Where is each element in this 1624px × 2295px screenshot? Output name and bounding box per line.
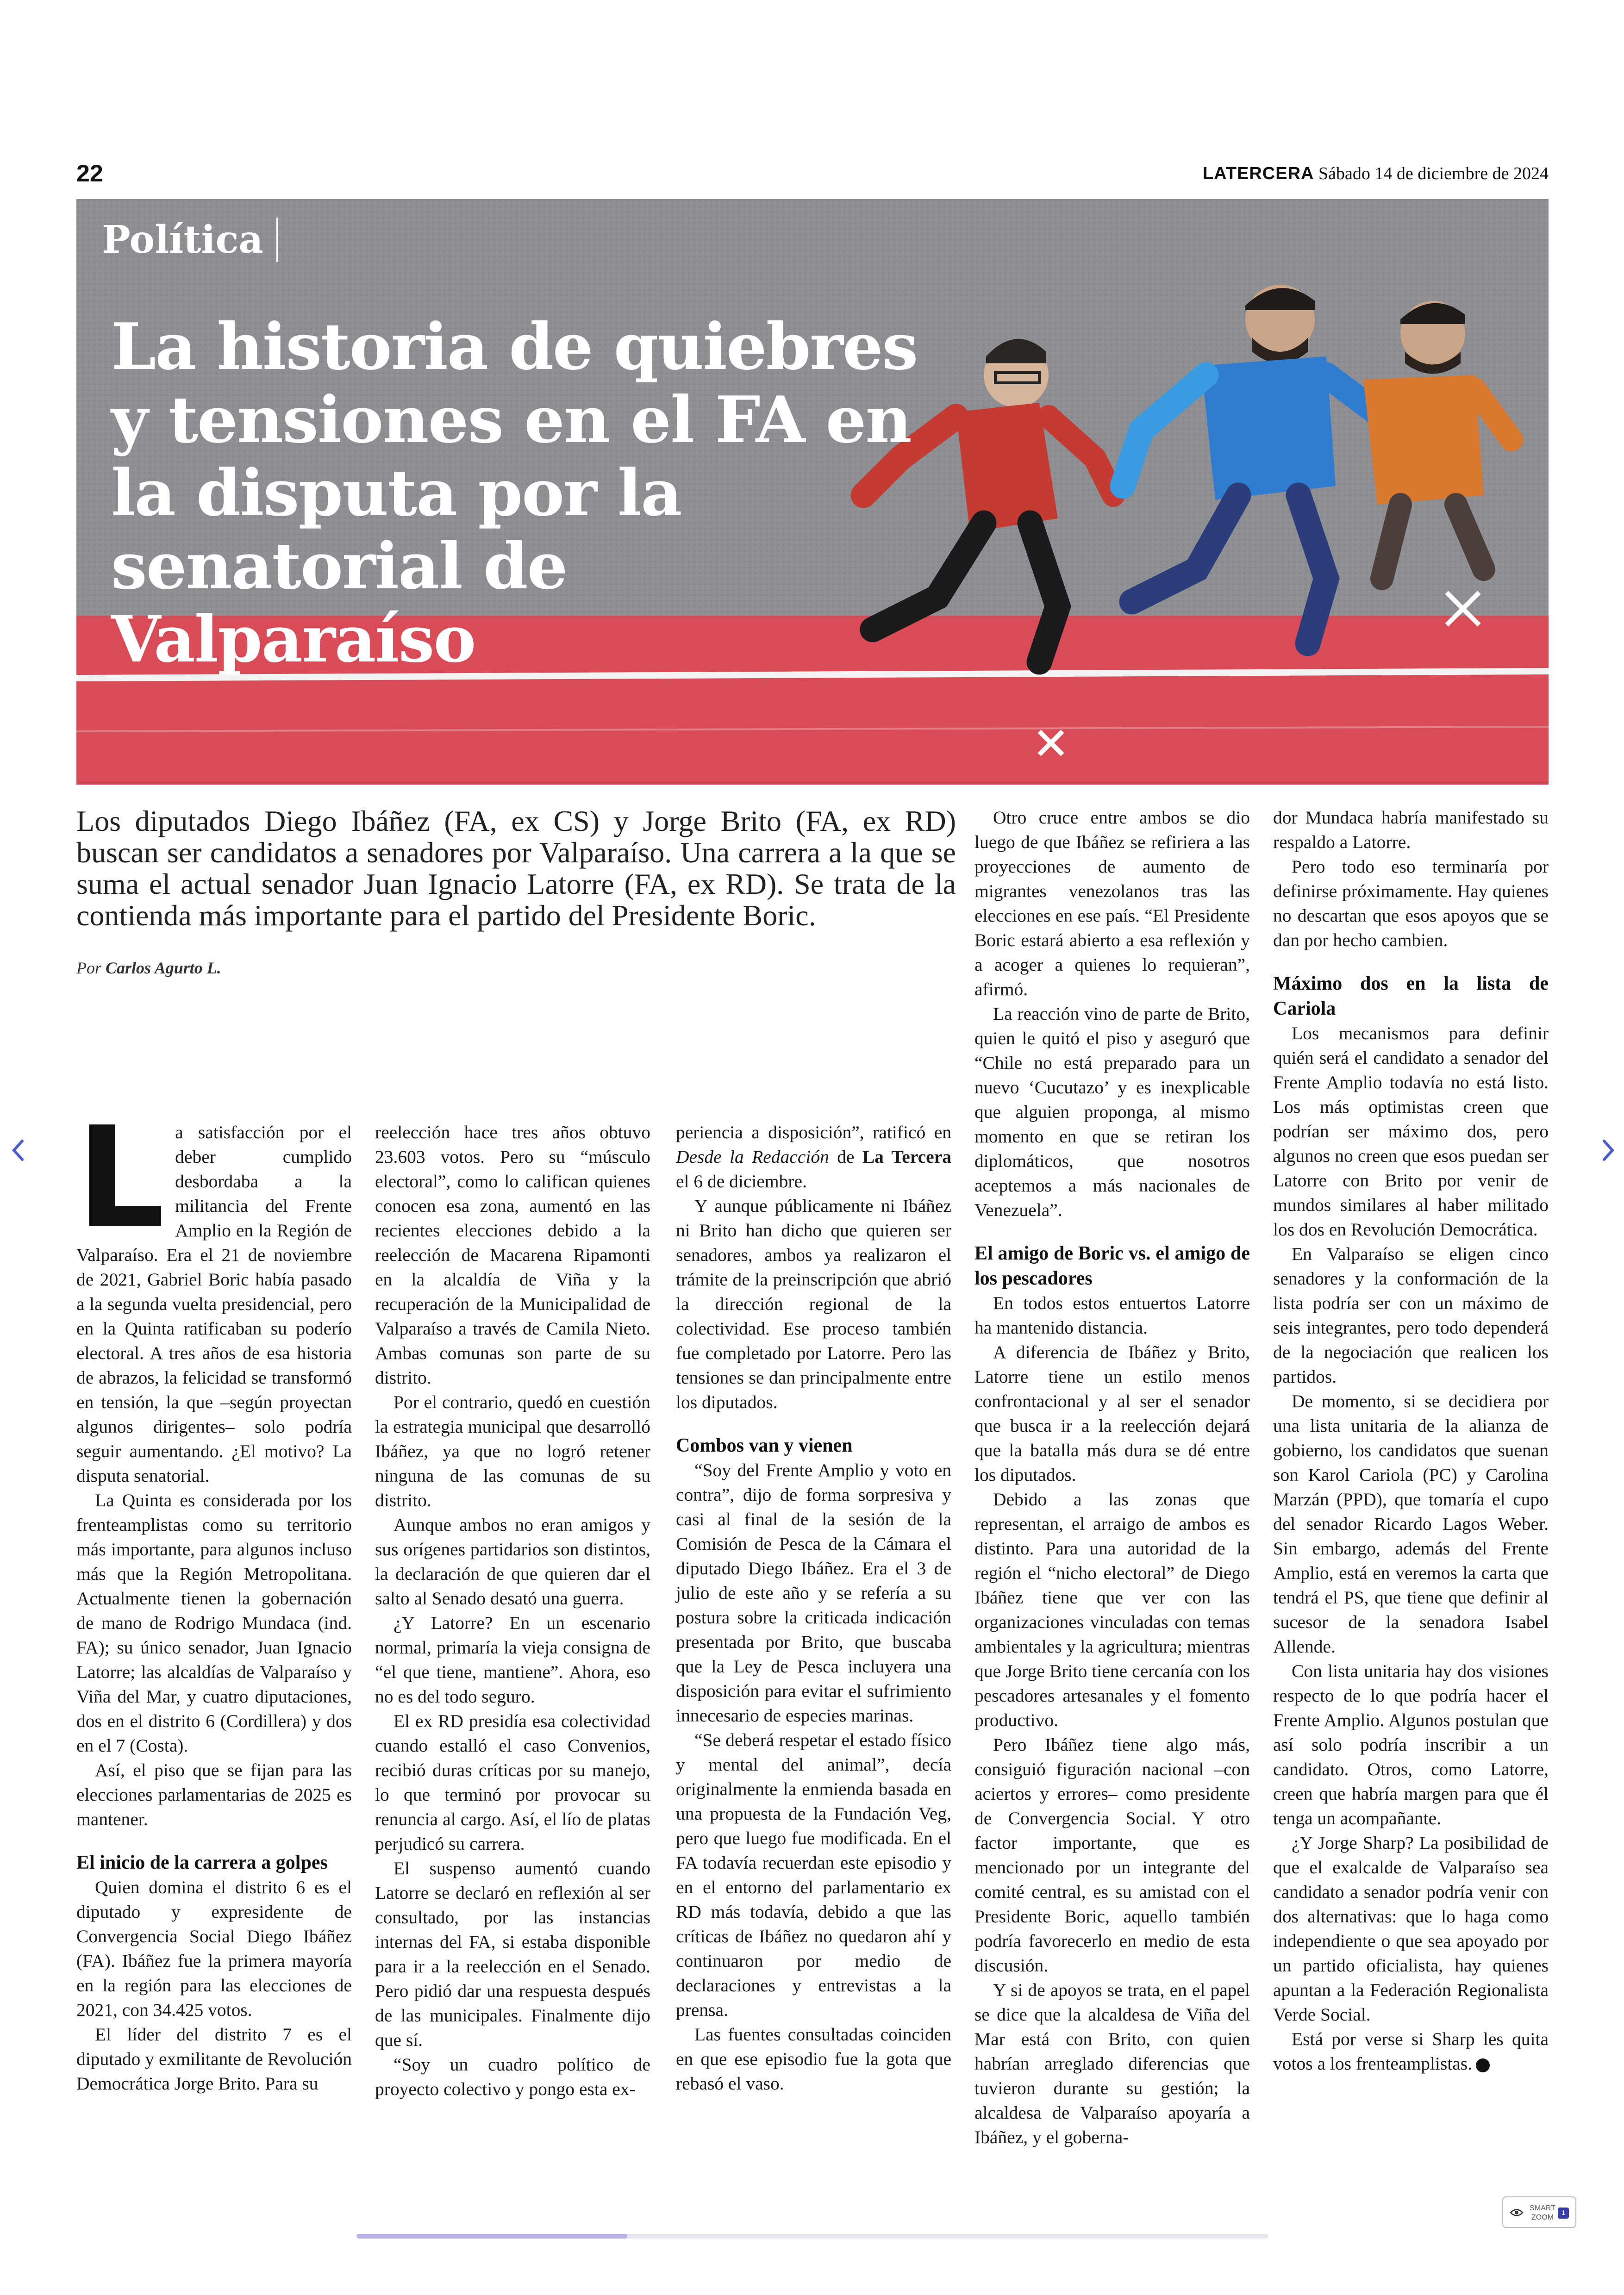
paragraph: Por el contrario, quedó en cuestión la estrategia municipal que desarrolló Ibáñez, ya que no logró retener ninguna de las comunas de su distrito. — [375, 1392, 650, 1510]
paragraph — [676, 1120, 951, 1194]
paragraph: ¿Y Latorre? En un escenario normal, primaría la vieja consigna de “el que tiene, mantiene”. Ahora, eso no es del todo seguro. — [375, 1613, 650, 1707]
paragraph: De momento, si se decidiera por una lista unitaria de la alianza de gobierno, los candidatos que suenan son Karol Cariola (PC) y Carolina Marzán (PPD), que tomaría el cupo del senador Ricardo Lagos Weber. Sin embargo, además del Frente Amplio, está en veremos la carta que tendrá el PS, que tiene que definir al sucesor de la senadora Isabel Allende. — [1273, 1391, 1549, 1657]
eye-icon — [1510, 2208, 1524, 2218]
previous-page-arrow-icon[interactable] — [8, 1136, 27, 1164]
smart-zoom-button[interactable] — [1502, 2196, 1576, 2228]
text-run: el 6 de diciembre. — [676, 1171, 807, 1191]
article-column-4 — [974, 805, 1250, 2150]
paragraph: El líder del distrito 7 es el diputado y exmilitante de Revolución Democrática Jorge Brito. Para su — [76, 2024, 352, 2094]
paragraph: Con lista unitaria hay dos visiones respecto de lo que podría hacer el Frente Amplio. Algunos postulan que así solo podría inscribir a un candidato. Otros, como Latorre, creen que habría margen para que él tenga un acompañante. — [1273, 1661, 1549, 1828]
paragraph: Así, el piso que se fijan para las elecciones parlamentarias de 2025 es mantener. — [76, 1760, 352, 1829]
paragraph: Debido a las zonas que representan, el arraigo de ambos es distinto. Para una autoridad de la región el “nicho electoral” de Diego Ibáñez tiene que ver con las organizaciones vinculadas con temas ambientales y la agricultura; mientras que Jorge Brito tiene cercanía con los pescadores artesanales y el fomento productivo. — [974, 1489, 1250, 1730]
paragraph: El ex RD presidía esa colectividad cuando estalló el caso Convenios, recibió duras críticas por su manejo, lo que terminó por provocar su renuncia al cargo. Así, el lío de platas perjudicó su carrera. — [375, 1711, 650, 1854]
paragraph: “Se deberá respetar el estado físico y mental del animal”, decía originalmente la enmienda basada en una propuesta de la Fundación Veg, pero que luego fue modificada. En el FA todavía recuerdan este episodio y en el entorno del parlamentario ex RD más todavía, debido a que las críticas de Ibáñez no quedaron ahí y continuaron por medio de declaraciones y entrevistas a la prensa. — [676, 1730, 951, 2020]
paragraph — [1273, 2027, 1549, 2076]
article-column-1 — [76, 1097, 352, 2096]
paragraph: A diferencia de Ibáñez y Brito, Latorre tiene un estilo menos confrontacional y al ser el senador que busca ir a la reelección dejará que la batalla más dura se dé entre los diputados. — [974, 1342, 1250, 1485]
smart-zoom-label — [1529, 2204, 1556, 2222]
text-run: periencia a disposición”, ratificó en — [676, 1122, 951, 1142]
paragraph: Las fuentes consultadas coinciden en que ese episodio fue la gota que rebasó el vaso. — [676, 2024, 951, 2094]
end-of-article-icon — [1476, 2058, 1490, 2072]
article-column-5 — [1273, 805, 1549, 2076]
byline-author: Carlos Agurto L. — [106, 959, 221, 977]
paragraph-text: Está por verse si Sharp les quita votos a los frenteamplistas. — [1273, 2029, 1549, 2074]
paragraph: Pero Ibáñez tiene algo más, consiguió figuración nacional –con aciertos y errores– como presidente de Convergencia Social. Y otro factor importante, que es mencionado por un integrante del comité central, es su amistad con el Presidente Boric, aquello también podría favorecerlo en medio de esta discusión. — [974, 1734, 1250, 1976]
horizontal-scrollbar[interactable] — [356, 2234, 1268, 2239]
drop-cap: L — [76, 1097, 165, 1259]
paragraph: “Soy un cuadro político de proyecto colectivo y pongo esta ex- — [375, 2054, 650, 2099]
page-header — [76, 160, 1549, 192]
paragraph: reelección hace tres años obtuvo 23.603 votos. Pero su “músculo electoral”, como lo califican quienes conocen esa zona, aumentó en las recientes elecciones debido a la reelección de Macarena Ripamonti en la alcaldía de Viña y la recuperación de la Municipalidad de Valparaíso a través de Camila Nieto. Ambas comunas son parte de su distrito. — [375, 1122, 650, 1388]
subheading: Combos van y vienen — [676, 1435, 853, 1456]
byline — [76, 958, 221, 978]
paragraph: Pero todo eso terminaría por definirse próximamente. Hay quienes no descartan que esos apoyos que se dan por hecho cambien. — [1273, 856, 1549, 950]
paragraph: En Valparaíso se eligen cinco senadores y la conformación de la lista podría ser con un máximo de seis integrantes, pero todo dependerá de la negociación que realicen los partidos. — [1273, 1244, 1549, 1387]
paragraph: La Quinta es considerada por los frenteamplistas como su territorio más importante, para algunos incluso más que la Región Metropolitana. Actualmente tienen la gobernación de mano de Rodrigo Mundaca (ind. FA); su único senador, Juan Ignacio Latorre; las alcaldías de Valparaíso y Viña del Mar, y cuatro diputaciones, dos en el distrito 6 (Cordillera) y dos en el 7 (Costa). — [76, 1490, 352, 1756]
paragraph: dor Mundaca habría manifestado su respaldo a Latorre. — [1273, 807, 1549, 852]
smart-zoom-line2: ZOOM — [1531, 2214, 1554, 2221]
paragraph: Quien domina el distrito 6 es el diputado y expresidente de Convergencia Social Diego Ibáñez (FA). Ibáñez fue la primera mayoría en la región para las elecciones de 2021, con 34.425 votos. — [76, 1877, 352, 2020]
text-run: de — [829, 1147, 862, 1167]
paragraph: Otro cruce entre ambos se dio luego de que Ibáñez se refiriera a las proyecciones de aumento de migrantes venezolanos tras las elecciones en ese país. “El Presidente Boric estará abierto a esa reflexión y a acoger a quienes lo requieran”, afirmó. — [974, 807, 1250, 999]
section-label: Política — [102, 218, 278, 262]
paragraph — [76, 1097, 352, 1488]
next-page-arrow-icon[interactable] — [1599, 1136, 1618, 1164]
publication-name: La Tercera — [862, 1147, 951, 1167]
headline: La historia de quiebres y tensiones en el FA en la disputa por la senatorial de Valparaíso — [111, 309, 918, 677]
page-badge: 1 — [1558, 2208, 1569, 2219]
hero-illustration — [76, 199, 1549, 785]
byline-prefix: Por — [76, 959, 101, 977]
program-name: Desde la Redacción — [676, 1147, 829, 1167]
subheading: El amigo de Boric vs. el amigo de los pescadores — [974, 1243, 1250, 1289]
paragraph: Aunque ambos no eran amigos y sus orígenes partidarios son distintos, la declaración de que quieren dar el salto al Senado desató una guerra. — [375, 1515, 650, 1609]
paragraph: Y si de apoyos se trata, en el papel se dice que la alcaldesa de Viña del Mar está con Brito, con quien habrían arreglado diferencias que tuvieron durante su gestión; la alcaldesa de Valparaíso apoyaría a Ibáñez, y el goberna- — [974, 1980, 1250, 2147]
page-number: 22 — [76, 160, 103, 187]
paragraph: El suspenso aumentó cuando Latorre se declaró en reflexión al ser consultado, por las instancias internas del FA, si estaba disponible para ir a la reelección en el Senado. Pero pidió dar una respuesta después de las municipales. Finalmente dijo que sí. — [375, 1858, 650, 2050]
scrollbar-thumb[interactable] — [356, 2234, 627, 2239]
subheading: Máximo dos en la lista de Cariola — [1273, 973, 1549, 1019]
paragraph: Y aunque públicamente ni Ibáñez ni Brito han dicho que quieren ser senadores, ambos ya realizaron el trámite de la preinscripción que abrió la dirección regional de la colectividad. Ese proceso también fue completado por Latorre. Pero las tensiones se dan principalmente entre los diputados. — [676, 1196, 951, 1412]
deck-summary: Los diputados Diego Ibáñez (FA, ex CS) y Jorge Brito (FA, ex RD) buscan ser candidatos a senadores por Valparaíso. Una carrera a la que se suma el actual senador Juan Ignacio Latorre (FA, ex RD). Se trata de la contienda más importante para el partido del Presidente Boric. — [76, 804, 956, 932]
article-column-2 — [375, 1120, 650, 2102]
subheading: El inicio de la carrera a golpes — [76, 1852, 328, 1873]
paragraph: ¿Y Jorge Sharp? La posibilidad de que el exalcalde de Valparaíso sea candidato a senador podría venir con dos alternativas: que lo haga como independiente o que sea apoyado por un partido oficialista, hay quienes apuntan a la Federación Regionalista Verde Social. — [1273, 1833, 1549, 2025]
issue-date: Sábado 14 de diciembre de 2024 — [1318, 164, 1549, 183]
issue-info — [1203, 163, 1549, 184]
smart-zoom-line1: SMART — [1530, 2204, 1555, 2212]
paragraph: Los mecanismos para definir quién será el candidato a senador del Frente Amplio todavía no está listo. Los más optimistas creen que podrían ser máximo dos, pero algunos no creen que esos puedan ser Latorre con Brito por venir de mundos similares al haber militado los dos en Revolución Democrática. — [1273, 1023, 1549, 1240]
newspaper-brand: LATERCERA — [1202, 164, 1314, 183]
paragraph: “Soy del Frente Amplio y voto en contra”, dijo de forma sorpresiva y casi al final de la sesión de la Comisión de Pesca de la Cámara el diputado Diego Ibáñez. Era el 3 de julio de este año y se refería a su postura sobre la criticada indicación presentada por Brito, que buscaba que la Ley de Pesca incluyera una disposición para evitar el sufrimiento innecesario de especies marinas. — [676, 1460, 951, 1726]
article-column-3 — [676, 1120, 951, 2096]
paragraph-text: a satisfacción por el deber cumplido desbordaba a la militancia del Frente Amplio en la Región de Valparaíso. Era el 21 de noviembre de 2021, Gabriel Boric había pasado a la segunda vuelta presidencial, pero en la Quinta ratificaban su poderío electoral. A tres años de esa historia de abrazos, la felicidad se transformó en tensión, la que –según proyectan algunos dirigentes– solo podría seguir aumentando. ¿El motivo? La disputa senatorial. — [76, 1122, 352, 1486]
paragraph: En todos estos entuertos Latorre ha mantenido distancia. — [974, 1293, 1250, 1338]
paragraph: La reacción vino de parte de Brito, quien le quitó el piso y aseguró que “Chile no está preparado para un nuevo ‘Cucutazo’ y es inexplicable que alguien proponga, al mismo momento en que se retiran los diplomáticos, que nosotros aceptemos a más nacionales de Venezuela”. — [974, 1004, 1250, 1220]
